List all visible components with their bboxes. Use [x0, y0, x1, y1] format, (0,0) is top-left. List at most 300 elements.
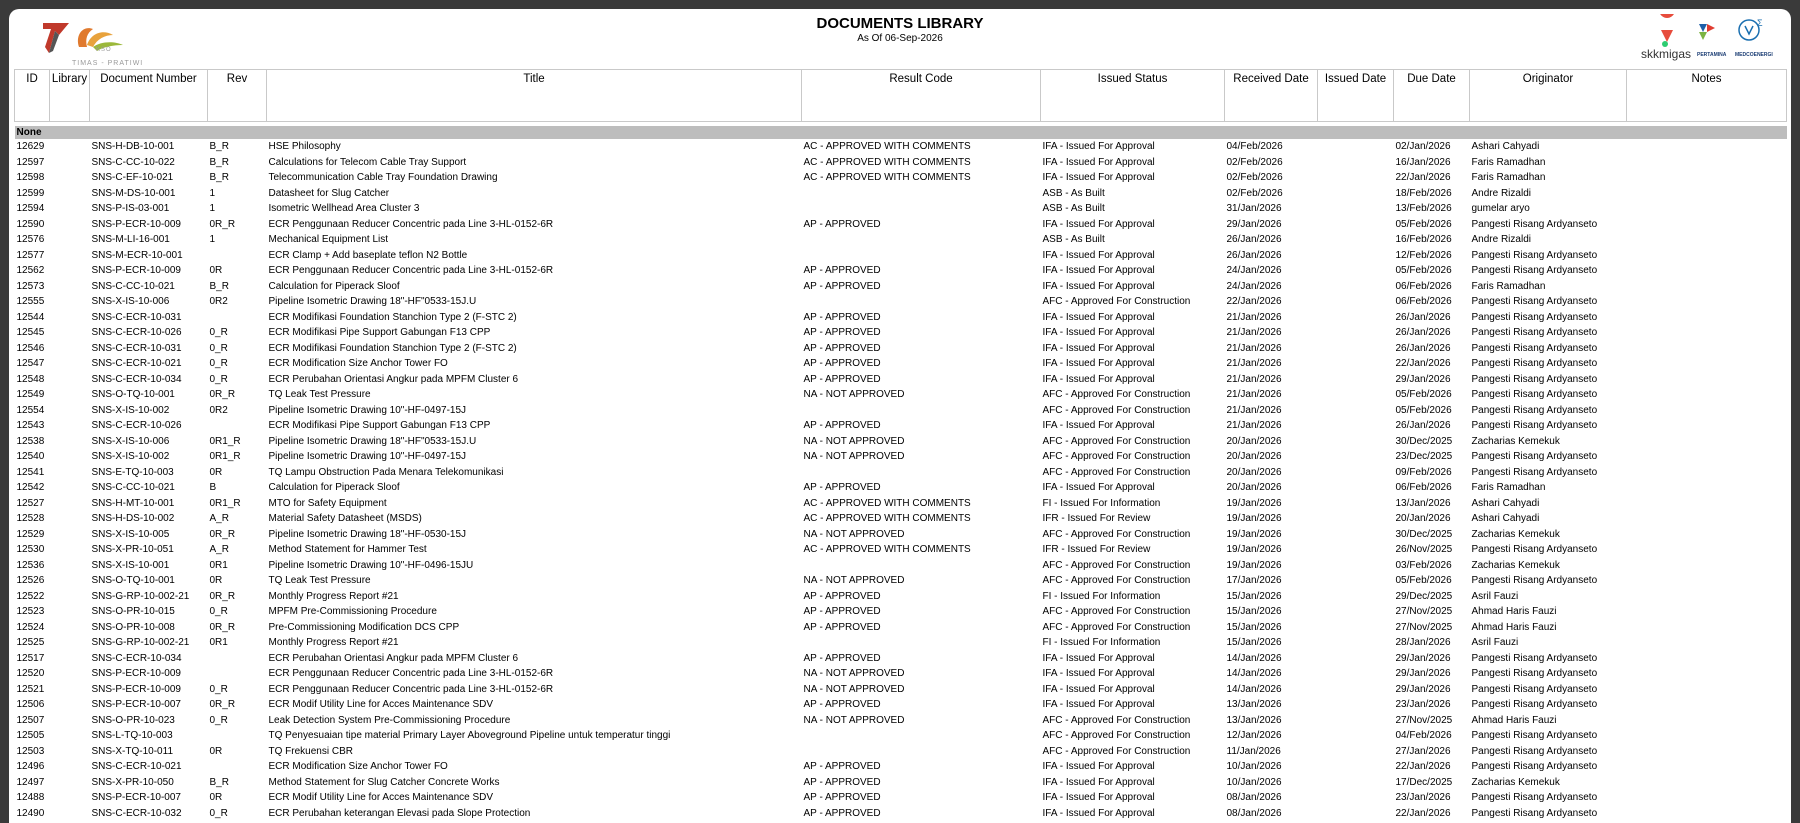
cell-library: [50, 341, 90, 357]
cell-issued-status: IFA - Issued For Approval: [1042, 358, 1155, 369]
table-row[interactable]: [15, 356, 1787, 372]
cell-issued-status: IFA - Issued For Approval: [1042, 141, 1155, 152]
cell-received-date: 19/Jan/2026: [1226, 513, 1282, 524]
cell-notes: [1627, 356, 1787, 372]
cell-originator: Pangesti Risang Ardyanseto: [1471, 358, 1598, 369]
cell-rev: 0R_R: [209, 389, 236, 400]
cell-issued-date: [1318, 139, 1394, 155]
cell-received-date: 14/Jan/2026: [1226, 683, 1282, 695]
cell-rev: 0_R: [209, 358, 228, 369]
cell-due-date: 05/Feb/2026: [1395, 265, 1452, 276]
cell-result-code: AC - APPROVED WITH COMMENTS: [803, 172, 971, 183]
table-row[interactable]: [15, 186, 1787, 202]
cell-document-number: SNS-X-IS-10-002: [91, 451, 170, 462]
table-row[interactable]: [15, 527, 1787, 543]
table-row[interactable]: [15, 651, 1787, 667]
cell-library: [50, 155, 90, 171]
cell-originator: Pangesti Risang Ardyanseto: [1471, 807, 1598, 819]
cell-title: HSE Philosophy: [268, 141, 341, 152]
cell-id: 12562: [16, 265, 45, 276]
cell-rev: [208, 666, 267, 682]
cell-received-date: 21/Jan/2026: [1226, 327, 1282, 338]
cell-rev: B_R: [209, 156, 229, 168]
cell-issued-date: [1318, 372, 1394, 388]
cell-result-code: AP - APPROVED: [803, 327, 881, 338]
cell-notes: [1627, 449, 1787, 465]
cell-rev: 0_R: [209, 683, 228, 695]
cell-originator: Ahmad Haris Fauzi: [1471, 606, 1557, 617]
cell-title: ECR Penggunaan Reducer Concentric pada Line 3-HL-0152-6R: [268, 668, 554, 679]
cell-library: [50, 418, 90, 434]
table-row[interactable]: [15, 248, 1787, 264]
cell-notes: [1627, 713, 1787, 729]
table-row[interactable]: [15, 232, 1787, 248]
table-row[interactable]: [15, 682, 1787, 698]
cell-id: 12576: [16, 234, 45, 245]
cell-issued-date: [1318, 666, 1394, 682]
cell-rev: [208, 418, 267, 434]
cell-originator: Pangesti Risang Ardyanseto: [1471, 342, 1598, 354]
cell-title: Pipeline Isometric Drawing 18"-HF-0530-15J: [268, 528, 467, 540]
cell-document-number: SNS-M-LI-16-001: [91, 234, 170, 245]
cell-document-number: SNS-P-ECR-10-007: [91, 699, 181, 710]
table-row[interactable]: [15, 403, 1787, 419]
cell-id: 12523: [16, 606, 45, 617]
cell-issued-date: [1318, 604, 1394, 620]
cell-library: [50, 403, 90, 419]
cell-result-code: NA - NOT APPROVED: [803, 528, 905, 540]
column-header-library[interactable]: Library: [50, 70, 90, 122]
cell-document-number: SNS-C-CC-10-022: [91, 156, 175, 168]
document-page: [9, 9, 1791, 823]
cell-library: [50, 511, 90, 527]
table-row[interactable]: [15, 310, 1787, 326]
table-row[interactable]: [15, 759, 1787, 775]
column-header-document-number[interactable]: Document Number: [90, 70, 208, 122]
cell-originator: Faris Ramadhan: [1471, 280, 1546, 292]
cell-notes: [1627, 418, 1787, 434]
cell-originator: Pangesti Risang Ardyanseto: [1471, 699, 1598, 710]
cell-rev: 0R_R: [209, 590, 236, 602]
cell-id: 12497: [16, 776, 45, 788]
table-row[interactable]: [15, 434, 1787, 450]
cell-document-number: SNS-G-RP-10-002-21: [91, 637, 190, 648]
cell-rev: B_R: [209, 172, 229, 183]
cell-id: 12525: [16, 637, 45, 648]
cell-rev: B_R: [209, 776, 229, 788]
cell-received-date: 21/Jan/2026: [1226, 358, 1282, 369]
cell-issued-status: AFC - Approved For Construction: [1042, 559, 1191, 571]
cell-issued-date: [1318, 480, 1394, 496]
table-row[interactable]: [15, 170, 1787, 186]
cell-issued-status: AFC - Approved For Construction: [1042, 606, 1191, 617]
cell-originator: Faris Ramadhan: [1471, 172, 1546, 183]
cell-notes: [1627, 744, 1787, 760]
cell-title: TQ Lampu Obstruction Pada Menara Telekomunikasi: [268, 466, 504, 478]
cell-received-date: 21/Jan/2026: [1226, 389, 1282, 400]
table-row[interactable]: [15, 418, 1787, 434]
cell-notes: [1627, 186, 1787, 202]
table-row[interactable]: [15, 542, 1787, 558]
cell-result-code: AP - APPROVED: [803, 311, 881, 323]
column-header-issued-status[interactable]: Issued Status: [1041, 70, 1225, 122]
medco-logo-text: MEDCOENERGI: [1735, 52, 1773, 58]
cell-due-date: 26/Jan/2026: [1395, 311, 1451, 323]
cell-document-number: SNS-C-ECR-10-026: [91, 327, 182, 338]
cell-received-date: 26/Jan/2026: [1226, 249, 1282, 261]
table-row[interactable]: [15, 449, 1787, 465]
cell-result-code: AP - APPROVED: [803, 792, 881, 803]
cell-issued-date: [1318, 806, 1394, 822]
cell-issued-date: [1318, 651, 1394, 667]
cell-issued-date: [1318, 418, 1394, 434]
cell-document-number: SNS-X-IS-10-006: [91, 435, 170, 447]
cell-received-date: 21/Jan/2026: [1226, 373, 1282, 385]
cell-library: [50, 620, 90, 636]
cell-rev: 0R: [209, 466, 223, 478]
cell-rev: 1: [209, 187, 216, 199]
cell-title: Leak Detection System Pre-Commissioning Procedure: [268, 714, 511, 726]
table-row[interactable]: [15, 573, 1787, 589]
table-row[interactable]: [15, 635, 1787, 651]
cell-due-date: 16/Feb/2026: [1395, 234, 1452, 245]
cell-title: ECR Modification Size Anchor Tower FO: [268, 761, 448, 772]
column-header-received-date[interactable]: Received Date: [1225, 70, 1318, 122]
cell-originator: Zacharias Kemekuk: [1471, 776, 1560, 788]
cell-id: 12597: [16, 156, 45, 168]
cell-rev: 0R_R: [209, 621, 236, 633]
cell-id: 12521: [16, 683, 45, 695]
cell-title: ECR Penggunaan Reducer Concentric pada Line 3-HL-0152-6R: [268, 265, 554, 276]
cell-id: 12594: [16, 203, 45, 214]
table-row[interactable]: [15, 713, 1787, 729]
table-row[interactable]: [15, 806, 1787, 822]
cell-result-code: [802, 465, 1041, 481]
table-row[interactable]: [15, 465, 1787, 481]
table-row[interactable]: [15, 496, 1787, 512]
cell-notes: [1627, 310, 1787, 326]
cell-result-code: AP - APPROVED: [803, 482, 881, 493]
cell-due-date: 05/Feb/2026: [1395, 404, 1452, 416]
table-row[interactable]: [15, 666, 1787, 682]
cell-due-date: 02/Jan/2026: [1395, 141, 1451, 152]
cell-issued-date: [1318, 682, 1394, 698]
cell-issued-status: AFC - Approved For Construction: [1042, 389, 1191, 400]
cell-originator: Faris Ramadhan: [1471, 482, 1546, 493]
table-row[interactable]: [15, 263, 1787, 279]
cell-result-code: AP - APPROVED: [803, 265, 881, 276]
cell-result-code: AC - APPROVED WITH COMMENTS: [803, 156, 971, 168]
cell-title: Pipeline Isometric Drawing 18"-HF"0533-15J.U: [268, 435, 477, 447]
cell-received-date: 15/Jan/2026: [1226, 621, 1282, 633]
cell-received-date: 04/Feb/2026: [1226, 141, 1283, 152]
cell-title: TQ Penyesuaian tipe material Primary Layer Aboveground Pipeline untuk temperatur tinggi: [268, 730, 671, 741]
table-row[interactable]: [15, 589, 1787, 605]
cell-document-number: SNS-C-ECR-10-026: [91, 420, 182, 431]
cell-id: 12520: [16, 668, 45, 679]
cell-notes: [1627, 573, 1787, 589]
cell-result-code: AP - APPROVED: [803, 420, 881, 431]
cell-rev: A_R: [209, 513, 229, 524]
cell-due-date: 22/Jan/2026: [1395, 358, 1451, 369]
cell-result-code: AP - APPROVED: [803, 761, 881, 772]
cell-library: [50, 527, 90, 543]
cell-due-date: 12/Feb/2026: [1395, 249, 1452, 261]
cell-issued-status: IFA - Issued For Approval: [1042, 652, 1155, 664]
cell-library: [50, 697, 90, 713]
column-header-rev[interactable]: Rev: [208, 70, 267, 122]
cell-issued-status: IFA - Issued For Approval: [1042, 683, 1155, 695]
cell-due-date: 05/Feb/2026: [1395, 218, 1452, 230]
cell-notes: [1627, 341, 1787, 357]
cell-rev: 0R1_R: [209, 435, 241, 447]
report-header: [9, 9, 1791, 69]
cell-notes: [1627, 294, 1787, 310]
cell-received-date: 14/Jan/2026: [1226, 652, 1282, 664]
table-row[interactable]: [15, 728, 1787, 744]
cell-rev: 0R1: [209, 559, 228, 571]
table-row[interactable]: [15, 558, 1787, 574]
cell-rev: [208, 728, 267, 744]
cell-title: Calculation for Piperack Sloof: [268, 482, 400, 493]
cell-received-date: 13/Jan/2026: [1226, 699, 1282, 710]
kso-timas-pratiwi-logo: KSO TIMAS - PRATIWI: [35, 17, 155, 67]
cell-library: [50, 542, 90, 558]
cell-id: 12527: [16, 497, 45, 509]
table-row[interactable]: [15, 325, 1787, 341]
cell-title: Method Statement for Hammer Test: [268, 544, 427, 555]
cell-issued-date: [1318, 325, 1394, 341]
cell-notes: [1627, 387, 1787, 403]
cell-received-date: 12/Jan/2026: [1226, 730, 1282, 741]
cell-notes: [1627, 651, 1787, 667]
cell-due-date: 09/Feb/2026: [1395, 466, 1452, 478]
svg-text:Σ: Σ: [1757, 18, 1763, 28]
cell-id: 12543: [16, 420, 45, 431]
cell-title: ECR Perubahan Orientasi Angkur pada MPFM Cluster 6: [268, 373, 519, 385]
table-row[interactable]: [15, 279, 1787, 295]
cell-due-date: 23/Jan/2026: [1395, 792, 1451, 803]
cell-due-date: 30/Dec/2025: [1395, 435, 1453, 447]
cell-document-number: SNS-P-ECR-10-009: [91, 668, 181, 679]
table-row[interactable]: [15, 372, 1787, 388]
cell-due-date: 23/Jan/2026: [1395, 699, 1451, 710]
cell-received-date: 02/Feb/2026: [1226, 156, 1283, 168]
cell-id: 12546: [16, 342, 45, 354]
table-row[interactable]: [15, 155, 1787, 171]
table-row[interactable]: [15, 604, 1787, 620]
cell-title: ECR Penggunaan Reducer Concentric pada Line 3-HL-0152-6R: [268, 683, 554, 695]
cell-received-date: 20/Jan/2026: [1226, 482, 1282, 493]
cell-issued-status: AFC - Approved For Construction: [1042, 296, 1191, 307]
cell-library: [50, 325, 90, 341]
cell-library: [50, 790, 90, 806]
cell-document-number: SNS-X-IS-10-002: [91, 404, 170, 416]
cell-received-date: 08/Jan/2026: [1226, 807, 1282, 819]
table-row[interactable]: [15, 744, 1787, 760]
cell-library: [50, 372, 90, 388]
cell-received-date: 26/Jan/2026: [1226, 234, 1282, 245]
column-header-id[interactable]: ID: [15, 70, 50, 122]
cell-title: Pipeline Isometric Drawing 10"-HF-0497-15J: [268, 451, 467, 462]
cell-due-date: 13/Feb/2026: [1395, 203, 1452, 214]
cell-issued-status: IFA - Issued For Approval: [1042, 249, 1155, 261]
cell-document-number: SNS-O-PR-10-008: [91, 621, 175, 633]
cell-id: 12542: [16, 482, 45, 493]
cell-issued-date: [1318, 170, 1394, 186]
cell-id: 12544: [16, 311, 45, 323]
cell-issued-date: [1318, 434, 1394, 450]
cell-rev: 0_R: [209, 714, 228, 726]
cell-due-date: 27/Nov/2025: [1395, 606, 1453, 617]
column-header-notes[interactable]: Notes: [1627, 70, 1787, 122]
cell-document-number: SNS-M-ECR-10-001: [91, 249, 183, 261]
cell-notes: [1627, 263, 1787, 279]
cell-received-date: 21/Jan/2026: [1226, 420, 1282, 431]
cell-library: [50, 604, 90, 620]
column-header-originator[interactable]: Originator: [1470, 70, 1627, 122]
documents-table: [14, 69, 1787, 821]
cell-result-code: NA - NOT APPROVED: [803, 683, 905, 695]
cell-notes: [1627, 666, 1787, 682]
cell-document-number: SNS-O-PR-10-015: [91, 606, 175, 617]
cell-issued-status: AFC - Approved For Construction: [1042, 621, 1191, 633]
cell-issued-date: [1318, 356, 1394, 372]
cell-document-number: SNS-L-TQ-10-003: [91, 730, 173, 741]
cell-originator: Ashari Cahyadi: [1471, 497, 1540, 509]
cell-library: [50, 775, 90, 791]
cell-library: [50, 139, 90, 155]
cell-result-code: AP - APPROVED: [803, 342, 881, 354]
cell-rev: 0R1_R: [209, 497, 241, 509]
cell-originator: Pangesti Risang Ardyanseto: [1471, 420, 1598, 431]
cell-document-number: SNS-E-TQ-10-003: [91, 466, 174, 478]
cell-issued-date: [1318, 248, 1394, 264]
cell-id: 12598: [16, 172, 45, 183]
cell-document-number: SNS-C-ECR-10-034: [91, 373, 182, 385]
cell-id: 12490: [16, 807, 45, 819]
cell-rev: [208, 310, 267, 326]
cell-issued-date: [1318, 201, 1394, 217]
cell-issued-status: IFA - Issued For Approval: [1042, 373, 1155, 385]
column-header-title[interactable]: Title: [267, 70, 802, 122]
table-row[interactable]: [15, 620, 1787, 636]
cell-library: [50, 496, 90, 512]
cell-result-code: NA - NOT APPROVED: [803, 714, 905, 726]
cell-received-date: 21/Jan/2026: [1226, 311, 1282, 323]
cell-originator: Pangesti Risang Ardyanseto: [1471, 265, 1598, 276]
partner-logos: [1641, 14, 1781, 64]
cell-result-code: NA - NOT APPROVED: [803, 389, 905, 400]
cell-issued-status: IFR - Issued For Review: [1042, 513, 1151, 524]
cell-issued-date: [1318, 728, 1394, 744]
partner-logo-icons: [1641, 14, 1781, 50]
cell-document-number: SNS-C-ECR-10-032: [91, 807, 182, 819]
table-row[interactable]: [15, 775, 1787, 791]
table-row[interactable]: [15, 790, 1787, 806]
cell-due-date: 20/Jan/2026: [1395, 513, 1451, 524]
cell-originator: Pangesti Risang Ardyanseto: [1471, 389, 1598, 400]
table-row[interactable]: [15, 294, 1787, 310]
cell-result-code: AC - APPROVED WITH COMMENTS: [803, 513, 971, 524]
column-header-due-date[interactable]: Due Date: [1394, 70, 1470, 122]
cell-title: ECR Modifikasi Foundation Stanchion Type 2 (F-STC 2): [268, 311, 517, 323]
table-row[interactable]: [15, 511, 1787, 527]
cell-result-code: [802, 558, 1041, 574]
cell-id: 12540: [16, 451, 45, 462]
table-row[interactable]: [15, 341, 1787, 357]
table-header-row: [15, 70, 1787, 122]
cell-received-date: 19/Jan/2026: [1226, 544, 1282, 555]
cell-result-code: AP - APPROVED: [803, 358, 881, 369]
cell-received-date: 14/Jan/2026: [1226, 668, 1282, 679]
cell-rev: 0R_R: [209, 699, 236, 710]
cell-document-number: SNS-X-PR-10-050: [91, 776, 174, 788]
cell-received-date: 24/Jan/2026: [1226, 265, 1282, 276]
cell-issued-date: [1318, 217, 1394, 233]
cell-notes: [1627, 635, 1787, 651]
table-row[interactable]: [15, 139, 1787, 155]
cell-result-code: NA - NOT APPROVED: [803, 668, 905, 679]
cell-originator: Asril Fauzi: [1471, 637, 1519, 648]
cell-library: [50, 434, 90, 450]
table-row[interactable]: [15, 217, 1787, 233]
cell-result-code: AP - APPROVED: [803, 373, 881, 385]
cell-document-number: SNS-X-IS-10-001: [91, 559, 170, 571]
cell-issued-status: IFA - Issued For Approval: [1042, 761, 1155, 772]
cell-notes: [1627, 232, 1787, 248]
cell-result-code: [802, 728, 1041, 744]
cell-originator: Ahmad Haris Fauzi: [1471, 621, 1557, 633]
cell-result-code: AP - APPROVED: [803, 621, 881, 633]
table-row[interactable]: [15, 201, 1787, 217]
cell-notes: [1627, 558, 1787, 574]
table-row[interactable]: [15, 697, 1787, 713]
cell-issued-date: [1318, 542, 1394, 558]
cell-received-date: 13/Jan/2026: [1226, 714, 1282, 726]
cell-result-code: AP - APPROVED: [803, 590, 881, 602]
cell-issued-status: IFA - Issued For Approval: [1042, 776, 1155, 788]
cell-result-code: AP - APPROVED: [803, 776, 881, 788]
cell-received-date: 20/Jan/2026: [1226, 466, 1282, 478]
cell-received-date: 20/Jan/2026: [1226, 435, 1282, 447]
cell-due-date: 29/Dec/2025: [1395, 590, 1453, 602]
cell-issued-status: IFR - Issued For Review: [1042, 544, 1151, 555]
cell-originator: Pangesti Risang Ardyanseto: [1471, 327, 1598, 338]
cell-notes: [1627, 372, 1787, 388]
cell-result-code: [802, 248, 1041, 264]
cell-library: [50, 480, 90, 496]
cell-notes: [1627, 434, 1787, 450]
cell-title: Calculations for Telecom Cable Tray Support: [268, 156, 467, 168]
cell-library: [50, 744, 90, 760]
cell-issued-status: AFC - Approved For Construction: [1042, 528, 1191, 540]
cell-notes: [1627, 465, 1787, 481]
cell-due-date: 06/Feb/2026: [1395, 280, 1452, 292]
column-header-issued-date[interactable]: Issued Date: [1318, 70, 1394, 122]
cell-issued-status: IFA - Issued For Approval: [1042, 420, 1155, 431]
column-header-result-code[interactable]: Result Code: [802, 70, 1041, 122]
cell-notes: [1627, 480, 1787, 496]
cell-document-number: SNS-O-TQ-10-001: [91, 389, 175, 400]
cell-originator: Asril Fauzi: [1471, 590, 1519, 602]
cell-notes: [1627, 170, 1787, 186]
cell-rev: [208, 651, 267, 667]
table-row[interactable]: [15, 387, 1787, 403]
table-row[interactable]: [15, 480, 1787, 496]
cell-received-date: 02/Feb/2026: [1226, 172, 1283, 183]
cell-issued-status: IFA - Issued For Approval: [1042, 807, 1155, 819]
